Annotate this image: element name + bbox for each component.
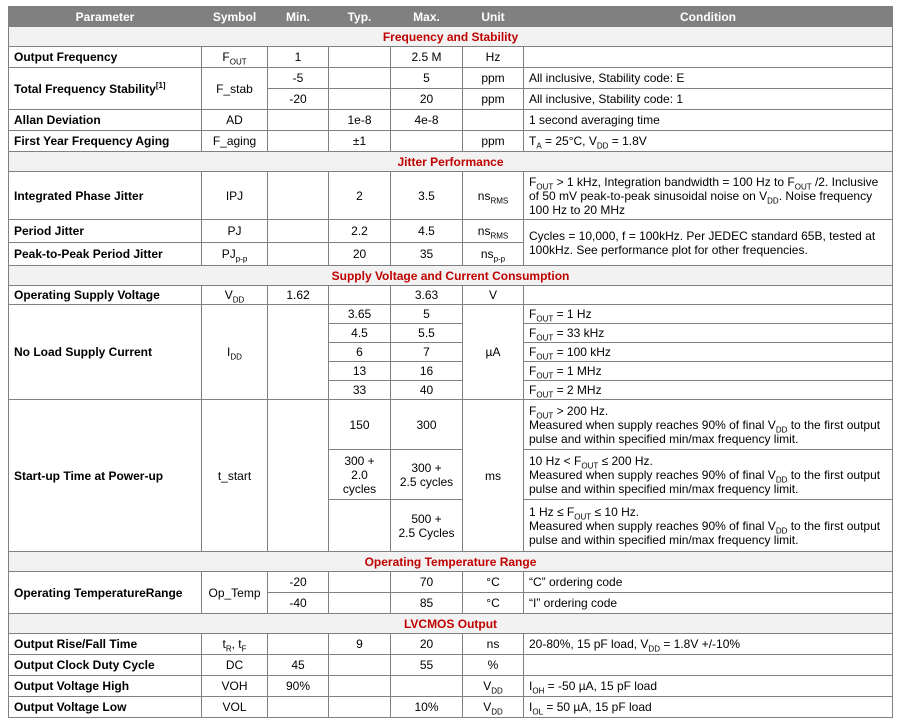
param-cell: Integrated Phase Jitter	[9, 172, 202, 220]
max-cell: 2.5 M	[391, 47, 463, 68]
typ-cell: ±1	[329, 131, 391, 152]
condition-cell: $F_{OUT} = 2$ MHz	[524, 381, 893, 400]
unit-cell: $ns_{RMS}$	[463, 220, 524, 243]
max-cell: 70	[391, 572, 463, 593]
condition-cell: $F_{OUT} = 33$ kHz	[524, 324, 893, 343]
max-cell	[391, 131, 463, 152]
max-cell: 500 + 2.5 Cycles	[391, 500, 463, 552]
condition-cell: $F_{OUT} > 1$ kHz, Integration bandwidth = 100 Hz to $F_{OUT}$ /2. Inclusive of 50 mV peak-to-peak sinusoidal noise on $V_{DD}$. Noise frequency 100 Hz to 20 MHz	[524, 172, 893, 220]
unit-cell: ppm	[463, 68, 524, 89]
header-unit: Unit	[463, 7, 524, 27]
param-cell: Period Jitter	[9, 220, 202, 243]
unit-cell: °C	[463, 572, 524, 593]
typ-cell	[329, 286, 391, 305]
section-title: LVCMOS Output	[9, 614, 893, 634]
condition-cell: 1 $Hz \le F_{OUT} \le 10$ Hz. Measured when supply reaches 90% of final $V_{DD}$ to the first output pulse and within specified min/max frequency limit.	[524, 500, 893, 552]
condition-cell: $F_{OUT} > 200$ Hz. Measured when supply reaches 90% of final $V_{DD}$ to the first output pulse and within specified min/max frequency limit.	[524, 400, 893, 450]
table-row	[9, 634, 893, 655]
min-cell: 1.62	[268, 286, 329, 305]
condition-cell: Cycles = 10,000, f = 100kHz. Per JEDEC standard 65B, tested at 100kHz. See performance plot for other frequencies.	[524, 220, 893, 266]
unit-cell: ns	[463, 634, 524, 655]
condition-cell: “I” ordering code	[524, 593, 893, 614]
section-row	[9, 152, 893, 172]
condition-cell: All inclusive, Stability code: 1	[524, 89, 893, 110]
max-cell: 35	[391, 243, 463, 266]
unit-cell: %	[463, 655, 524, 676]
typ-cell: 1e-8	[329, 110, 391, 131]
section-row	[9, 266, 893, 286]
unit-cell: V	[463, 286, 524, 305]
typ-cell: 6	[329, 343, 391, 362]
symbol-cell: $V_{DD}$	[202, 286, 268, 305]
unit-cell: $V_{DD}$	[463, 676, 524, 697]
typ-cell	[329, 47, 391, 68]
typ-cell	[329, 572, 391, 593]
typ-cell: 2	[329, 172, 391, 220]
min-cell	[268, 305, 329, 400]
header-condition: Condition	[524, 7, 893, 27]
max-cell: 5.5	[391, 324, 463, 343]
section-title: Operating Temperature Range	[9, 552, 893, 572]
param-cell: Allan Deviation	[9, 110, 202, 131]
condition-cell	[524, 655, 893, 676]
section-title: Jitter Performance	[9, 152, 893, 172]
typ-cell: 300 + 2.0 cycles	[329, 450, 391, 500]
typ-cell	[329, 593, 391, 614]
param-cell: First Year Frequency Aging	[9, 131, 202, 152]
table-row	[9, 47, 893, 68]
max-cell	[391, 676, 463, 697]
min-cell	[268, 220, 329, 243]
table-row	[9, 286, 893, 305]
typ-cell	[329, 68, 391, 89]
condition-cell: All inclusive, Stability code: E	[524, 68, 893, 89]
param-cell: Output Voltage High	[9, 676, 202, 697]
typ-cell: 33	[329, 381, 391, 400]
symbol-cell: IPJ	[202, 172, 268, 220]
table-row	[9, 220, 893, 243]
min-cell: -5	[268, 68, 329, 89]
max-cell: 55	[391, 655, 463, 676]
unit-cell: $V_{DD}$	[463, 697, 524, 718]
header-symbol: Symbol	[202, 7, 268, 27]
symbol-cell: $F_{OUT}$	[202, 47, 268, 68]
min-cell	[268, 110, 329, 131]
symbol-cell: $I_{DD}$	[202, 305, 268, 400]
max-cell: 40	[391, 381, 463, 400]
param-cell: Output Rise/Fall Time	[9, 634, 202, 655]
param-cell: Peak-to-Peak Period Jitter	[9, 243, 202, 266]
condition-cell: $F_{OUT} = 1$ MHz	[524, 362, 893, 381]
typ-cell	[329, 676, 391, 697]
symbol-cell: Op_Temp	[202, 572, 268, 614]
header-max: Max.	[391, 7, 463, 27]
typ-cell	[329, 89, 391, 110]
param-cell: Operating TemperatureRange	[9, 572, 202, 614]
param-cell: Start-up Time at Power-up	[9, 400, 202, 552]
min-cell: -40	[268, 593, 329, 614]
min-cell	[268, 634, 329, 655]
min-cell: 45	[268, 655, 329, 676]
unit-cell: Hz	[463, 47, 524, 68]
condition-cell: $I_{OL} = 50$ µA, 15 pF load	[524, 697, 893, 718]
condition-cell: 20-80%, 15 pF load, $V_{DD} = 1.8V +/-10\%$	[524, 634, 893, 655]
max-cell: 20	[391, 89, 463, 110]
unit-cell: $ns_{RMS}$	[463, 172, 524, 220]
max-cell: 16	[391, 362, 463, 381]
max-cell: 3.63	[391, 286, 463, 305]
min-cell	[268, 697, 329, 718]
unit-cell: µA	[463, 305, 524, 400]
unit-cell: ppm	[463, 131, 524, 152]
section-title: Supply Voltage and Current Consumption	[9, 266, 893, 286]
unit-cell	[463, 110, 524, 131]
header-parameter: Parameter	[9, 7, 202, 27]
table-row	[9, 697, 893, 718]
typ-cell	[329, 697, 391, 718]
typ-cell: 9	[329, 634, 391, 655]
table-row	[9, 172, 893, 220]
typ-cell: 13	[329, 362, 391, 381]
condition-cell: “C” ordering code	[524, 572, 893, 593]
table-row	[9, 305, 893, 324]
header-typ: Typ.	[329, 7, 391, 27]
section-title: Frequency and Stability	[9, 27, 893, 47]
condition-cell: $F_{OUT} = 100$ kHz	[524, 343, 893, 362]
symbol-cell: VOH	[202, 676, 268, 697]
max-cell: 4.5	[391, 220, 463, 243]
min-cell	[268, 131, 329, 152]
table-row	[9, 400, 893, 450]
min-cell: -20	[268, 572, 329, 593]
condition-cell	[524, 286, 893, 305]
unit-cell: ms	[463, 400, 524, 552]
param-cell: Output Clock Duty Cycle	[9, 655, 202, 676]
condition-cell: $T_A = 25^\circ C$, $V_{DD} = 1.8V$	[524, 131, 893, 152]
param-cell: Output Frequency	[9, 47, 202, 68]
condition-cell: 10 $Hz < F_{OUT} \le 200$ Hz. Measured when supply reaches 90% of final $V_{DD}$ to the first output pulse and within specified min/max frequency limit.	[524, 450, 893, 500]
typ-cell	[329, 500, 391, 552]
header-row	[9, 7, 893, 27]
section-row	[9, 27, 893, 47]
unit-cell: $ns_{p-p}$	[463, 243, 524, 266]
param-cell: Output Voltage Low	[9, 697, 202, 718]
typ-cell: 3.65	[329, 305, 391, 324]
section-row	[9, 552, 893, 572]
min-cell	[268, 243, 329, 266]
param-cell: Total Frequency Stability[1]	[9, 68, 202, 110]
table-row	[9, 655, 893, 676]
symbol-cell: DC	[202, 655, 268, 676]
symbol-cell: t_start	[202, 400, 268, 552]
max-cell: 7	[391, 343, 463, 362]
max-cell: 3.5	[391, 172, 463, 220]
max-cell: 20	[391, 634, 463, 655]
unit-cell: °C	[463, 593, 524, 614]
typ-cell: 150	[329, 400, 391, 450]
max-cell: 5	[391, 305, 463, 324]
param-cell: No Load Supply Current	[9, 305, 202, 400]
section-row	[9, 614, 893, 634]
typ-cell	[329, 655, 391, 676]
symbol-cell: PJ	[202, 220, 268, 243]
max-cell: 10%	[391, 697, 463, 718]
symbol-cell: F_aging	[202, 131, 268, 152]
max-cell: 300 + 2.5 cycles	[391, 450, 463, 500]
condition-cell: $F_{OUT} = 1$ Hz	[524, 305, 893, 324]
max-cell: 85	[391, 593, 463, 614]
max-cell: 4e-8	[391, 110, 463, 131]
min-cell: 90%	[268, 676, 329, 697]
min-cell	[268, 172, 329, 220]
min-cell: -20	[268, 89, 329, 110]
typ-cell: 20	[329, 243, 391, 266]
symbol-cell: F_stab	[202, 68, 268, 110]
condition-cell: 1 second averaging time	[524, 110, 893, 131]
condition-cell	[524, 47, 893, 68]
symbol-cell: $t_R$, $t_F$	[202, 634, 268, 655]
table-row	[9, 572, 893, 593]
symbol-cell: $PJ_{p-p}$	[202, 243, 268, 266]
table-row	[9, 131, 893, 152]
table-row	[9, 68, 893, 89]
param-cell: Operating Supply Voltage	[9, 286, 202, 305]
condition-cell: $I_{OH} = -50$ µA, 15 pF load	[524, 676, 893, 697]
table-row	[9, 676, 893, 697]
min-cell: 1	[268, 47, 329, 68]
max-cell: 5	[391, 68, 463, 89]
unit-cell: ppm	[463, 89, 524, 110]
max-cell: 300	[391, 400, 463, 450]
table-row	[9, 110, 893, 131]
symbol-cell: AD	[202, 110, 268, 131]
symbol-cell: VOL	[202, 697, 268, 718]
min-cell	[268, 400, 329, 552]
typ-cell: 4.5	[329, 324, 391, 343]
typ-cell: 2.2	[329, 220, 391, 243]
spec-table	[8, 6, 893, 718]
header-min: Min.	[268, 7, 329, 27]
